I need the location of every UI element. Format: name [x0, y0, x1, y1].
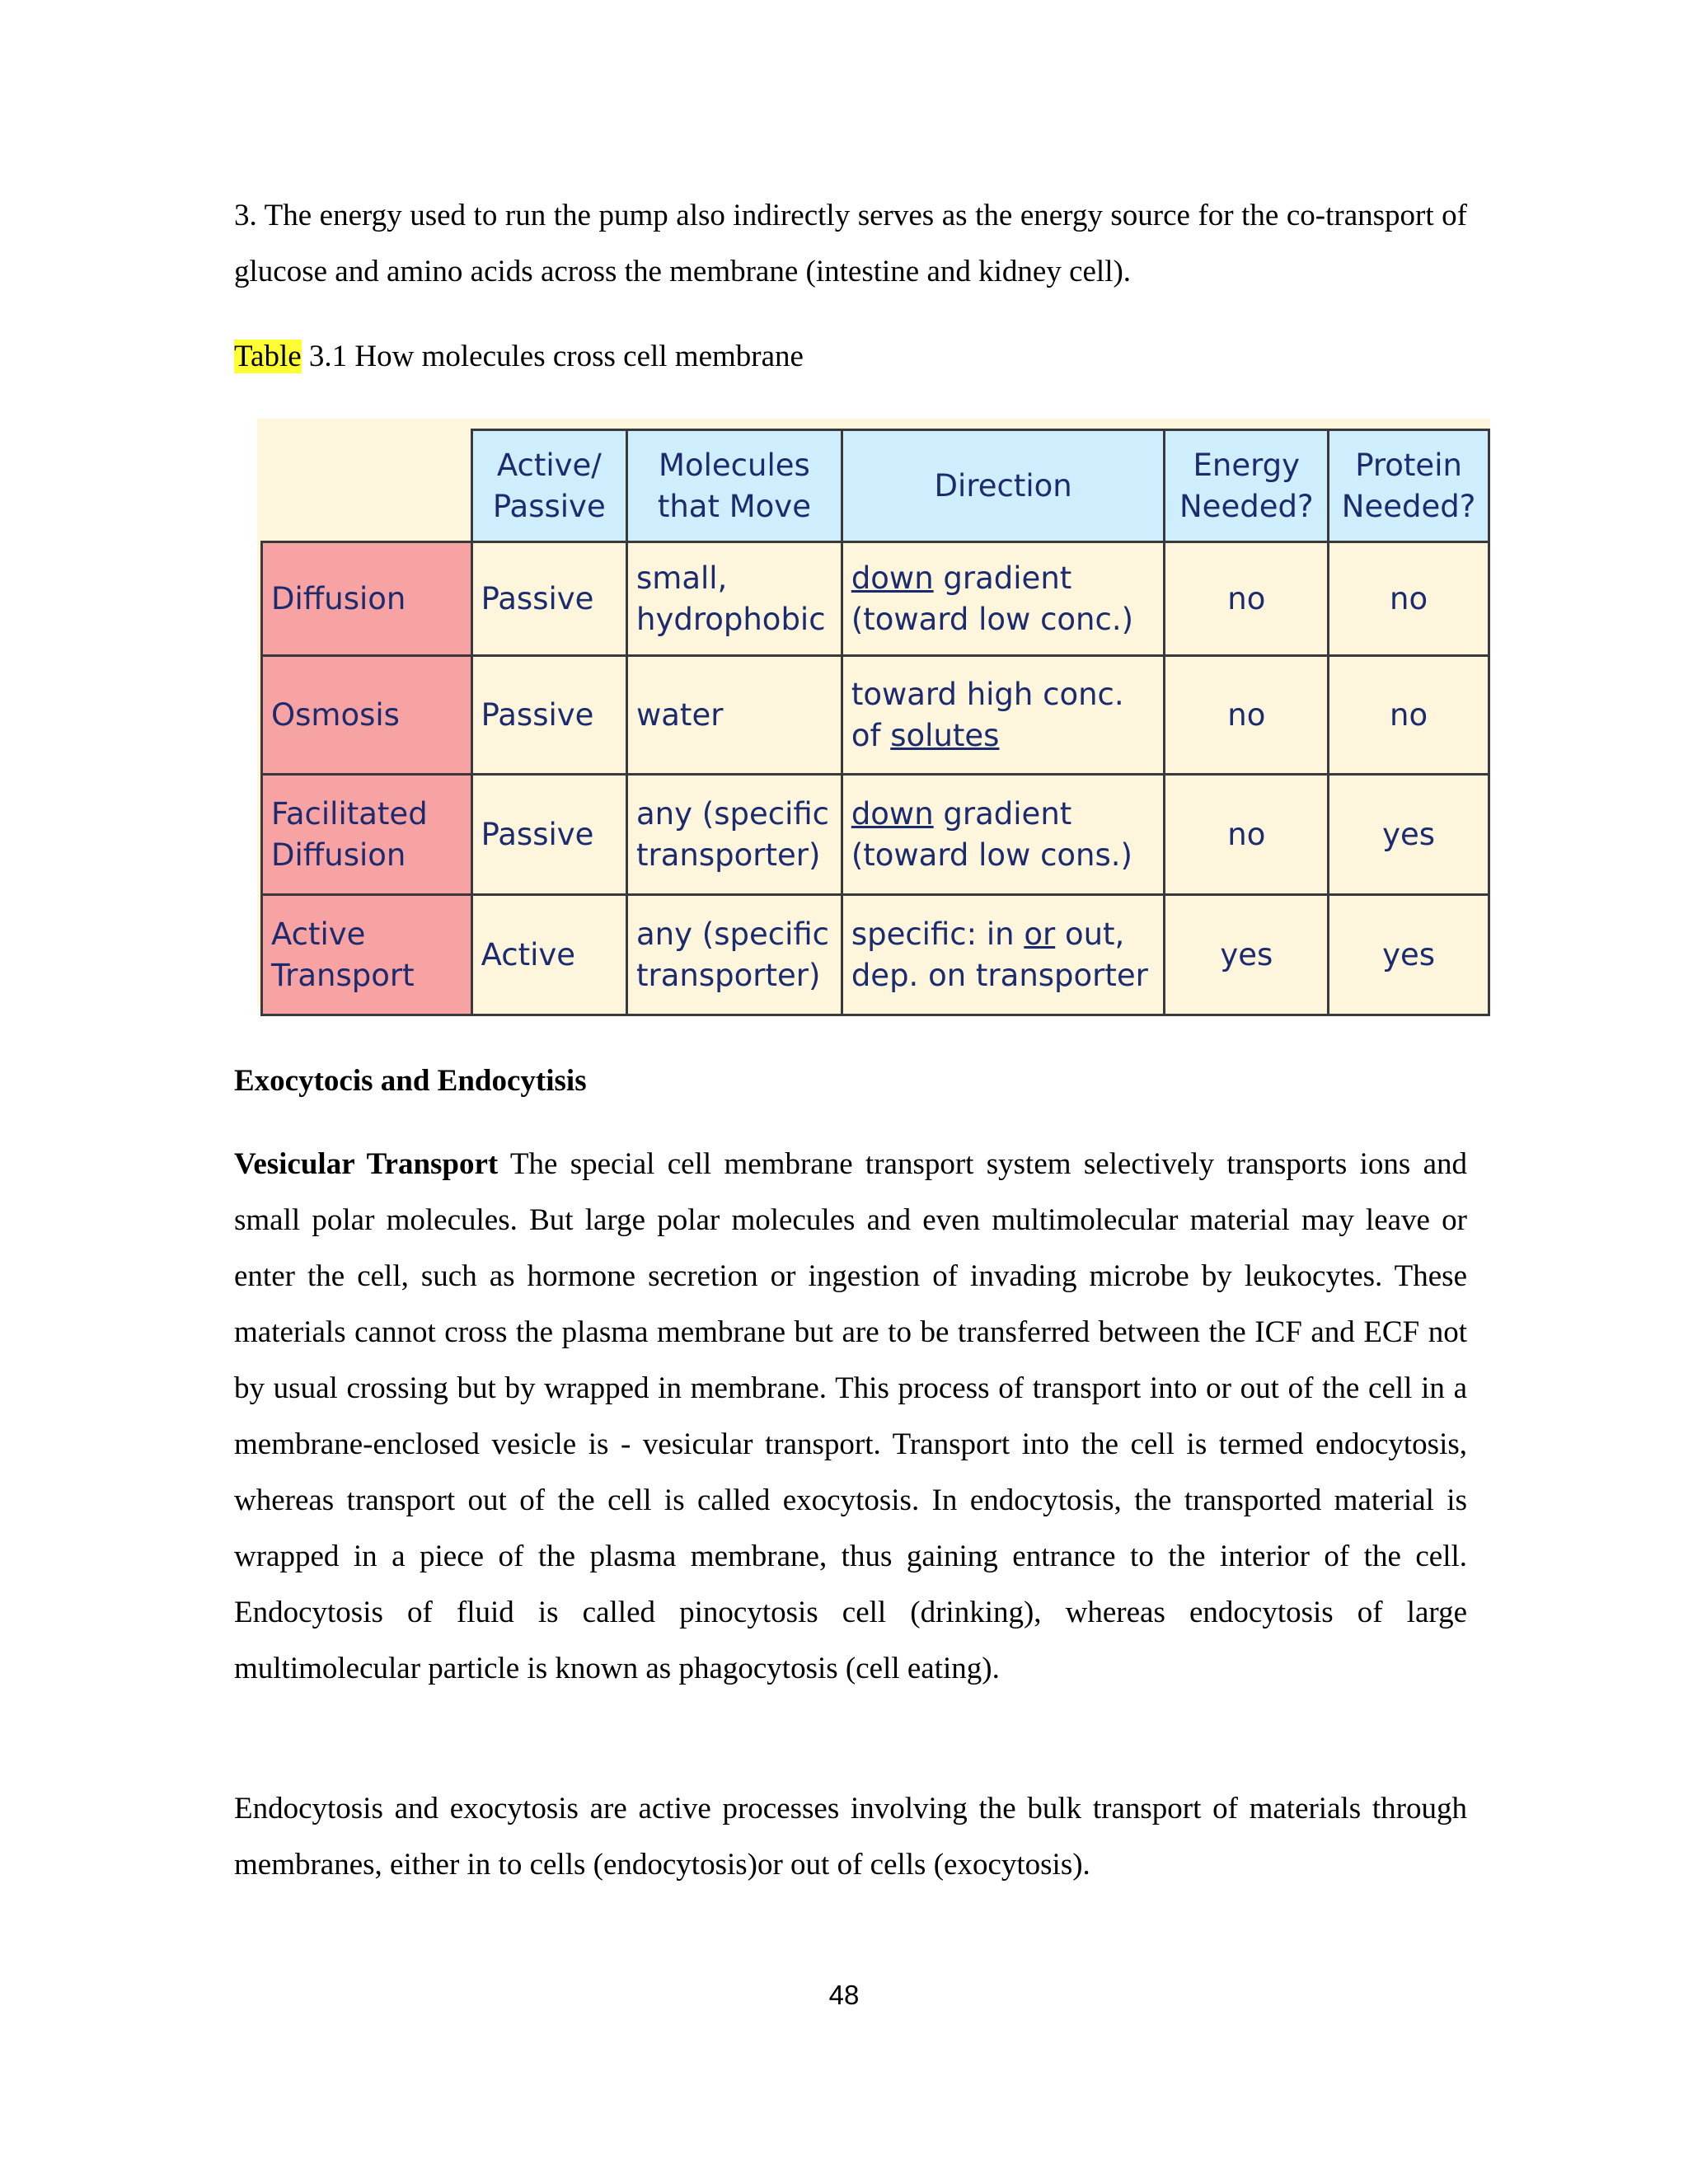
- vesicular-paragraph: [234, 1137, 1467, 1697]
- table-row: [262, 542, 1489, 656]
- table-header-row: [262, 430, 1489, 542]
- table-row: [262, 656, 1489, 775]
- header-protein: Protein Needed?: [1329, 430, 1489, 542]
- cell-protein: yes: [1329, 895, 1489, 1015]
- table-figure: [257, 419, 1490, 1007]
- cell-energy: no: [1165, 656, 1329, 775]
- cell-molecules: any (specific transporter): [627, 775, 842, 895]
- cell-direction: toward high conc. of solutes: [842, 656, 1165, 775]
- cell-molecules: any (specific transporter): [627, 895, 842, 1015]
- intro-paragraph: 3. The energy used to run the pump also indirectly serves as the energy source for the co-transport of glucose and amino acids across the membrane (intestine and kidney cell).: [234, 199, 1467, 288]
- cell-molecules: water: [627, 656, 842, 775]
- row-label: Osmosis: [262, 656, 472, 775]
- table-corner: [262, 430, 472, 542]
- row-label: Diffusion: [262, 542, 472, 656]
- header-direction: Direction: [842, 430, 1165, 542]
- endo-exo-paragraph: Endocytosis and exocytosis are active processes involving the bulk transport of materials through membranes, either in to cells (endocytosis)or out of cells (exocytosis).: [234, 1792, 1467, 1882]
- page-number: 48: [828, 1980, 860, 2010]
- cell-energy: yes: [1165, 895, 1329, 1015]
- header-active-passive: Active/ Passive: [471, 430, 626, 542]
- table-caption: [234, 329, 804, 385]
- caption-highlight: Table: [234, 340, 302, 373]
- vesicular-lead: Vesicular Transport: [234, 1147, 499, 1181]
- cell-direction: down gradient (toward low cons.): [842, 775, 1165, 895]
- vesicular-text: The special cell membrane transport system selectively transports ions and small polar molecules. But large polar molecules and even multimolecular material may leave or enter the cell, such as hormone secretion or ingestion of invading microbe by leukocytes. These materials cannot cross the plasma membrane but are to be transferred between the ICF and ECF not by usual crossing but by wrapped in membrane. This process of transport into or out of the cell in a membrane-enclosed vesicle is - vesicular transport. Transport into the cell is termed endocytosis, whereas transport out of the cell is called exocytosis. In endocytosis, the transported material is wrapped in a piece of the plasma membrane, thus gaining entrance to the interior of the cell. Endocytosis of fluid is called pinocytosis cell (drinking), whereas endocytosis of large multimolecular particle is known as phagocytosis (cell eating).: [234, 1147, 1467, 1685]
- header-molecules: Molecules that Move: [627, 430, 842, 542]
- header-energy: Energy Needed?: [1165, 430, 1329, 542]
- section-heading: Exocytocis and Endocytisis: [234, 1064, 587, 1098]
- table-row: [262, 895, 1489, 1015]
- row-label: Facilitated Diffusion: [262, 775, 472, 895]
- cell-protein: yes: [1329, 775, 1489, 895]
- transport-table: [260, 429, 1490, 1016]
- caption-text: 3.1 How molecules cross cell membrane: [301, 340, 804, 373]
- cell-protein: no: [1329, 656, 1489, 775]
- cell-type: Active: [471, 895, 626, 1015]
- cell-direction: down gradient (toward low conc.): [842, 542, 1165, 656]
- row-label: Active Transport: [262, 895, 472, 1015]
- cell-direction: specific: in or out, dep. on transporter: [842, 895, 1165, 1015]
- cell-type: Passive: [471, 775, 626, 895]
- cell-energy: no: [1165, 775, 1329, 895]
- cell-protein: no: [1329, 542, 1489, 656]
- cell-energy: no: [1165, 542, 1329, 656]
- table-row: [262, 775, 1489, 895]
- cell-type: Passive: [471, 542, 626, 656]
- cell-type: Passive: [471, 656, 626, 775]
- cell-molecules: small, hydrophobic: [627, 542, 842, 656]
